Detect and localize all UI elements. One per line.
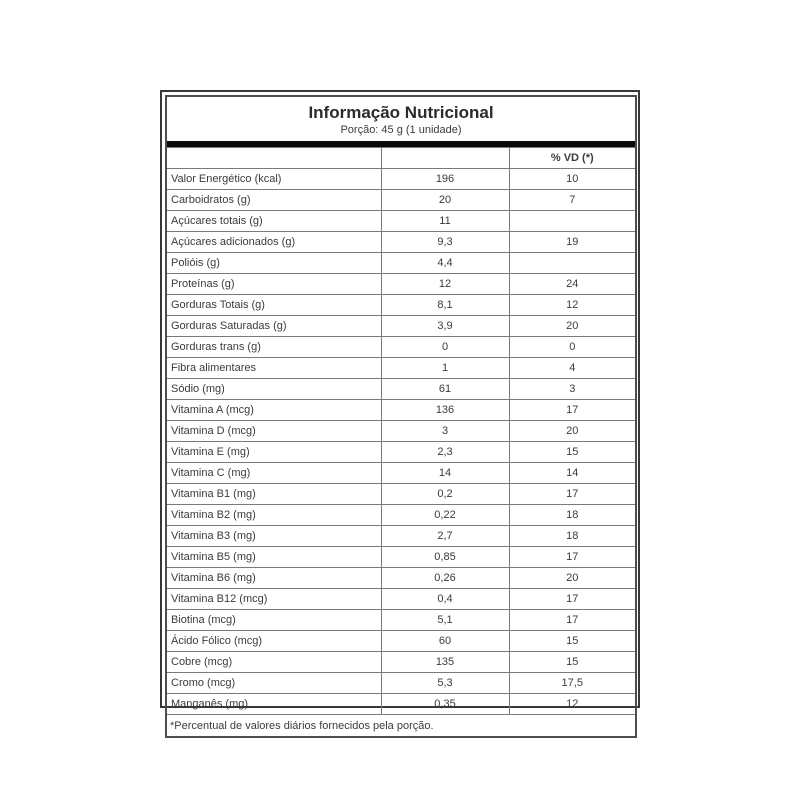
column-header-row (166, 148, 636, 169)
vd-value: 0 (509, 337, 636, 358)
amount-value: 2,3 (381, 442, 509, 463)
table-row (166, 526, 636, 547)
nutrient-name: Vitamina D (mcg) (166, 421, 381, 442)
amount-value: 20 (381, 190, 509, 211)
amount-value: 0,85 (381, 547, 509, 568)
footnote: *Percentual de valores diários fornecidos pela porção. (166, 715, 636, 738)
nutrient-name: Vitamina B1 (mg) (166, 484, 381, 505)
amount-value: 2,7 (381, 526, 509, 547)
nutrient-name: Vitamina B3 (mg) (166, 526, 381, 547)
table-row (166, 169, 636, 190)
vd-value: 15 (509, 652, 636, 673)
vd-value: 19 (509, 232, 636, 253)
nutrition-table (165, 95, 637, 738)
vd-value (509, 211, 636, 232)
vd-value: 3 (509, 379, 636, 400)
table-row (166, 547, 636, 568)
amount-value: 1 (381, 358, 509, 379)
vd-value: 17 (509, 610, 636, 631)
table-row (166, 190, 636, 211)
nutrient-name: Proteínas (g) (166, 274, 381, 295)
vd-value (509, 253, 636, 274)
title-cell (166, 96, 636, 141)
amount-value: 4,4 (381, 253, 509, 274)
title-row (166, 96, 636, 141)
amount-value: 11 (381, 211, 509, 232)
table-row (166, 610, 636, 631)
amount-value: 5,3 (381, 673, 509, 694)
amount-value: 12 (381, 274, 509, 295)
table-body (166, 169, 636, 715)
nutrient-name: Valor Energético (kcal) (166, 169, 381, 190)
nutrient-name: Ácido Fólico (mcg) (166, 631, 381, 652)
header-nutrient-cell (166, 148, 381, 169)
table-row (166, 295, 636, 316)
nutrient-name: Vitamina B2 (mg) (166, 505, 381, 526)
vd-value: 18 (509, 505, 636, 526)
table-row (166, 568, 636, 589)
amount-value: 14 (381, 463, 509, 484)
nutrient-name: Cromo (mcg) (166, 673, 381, 694)
table-row (166, 589, 636, 610)
table-row (166, 652, 636, 673)
nutrient-name: Fibra alimentares (166, 358, 381, 379)
vd-value: 24 (509, 274, 636, 295)
nutrient-name: Sódio (mg) (166, 379, 381, 400)
amount-value: 196 (381, 169, 509, 190)
vd-value: 7 (509, 190, 636, 211)
table-title: Informação Nutricional (308, 102, 494, 122)
nutrient-name: Polióis (g) (166, 253, 381, 274)
footnote-row (166, 715, 636, 738)
vd-value: 14 (509, 463, 636, 484)
table-row (166, 232, 636, 253)
vd-value: 17 (509, 589, 636, 610)
amount-value: 8,1 (381, 295, 509, 316)
vd-value: 17 (509, 547, 636, 568)
table-row (166, 400, 636, 421)
vd-value: 20 (509, 316, 636, 337)
table-row (166, 211, 636, 232)
nutrient-name: Vitamina A (mcg) (166, 400, 381, 421)
amount-value: 136 (381, 400, 509, 421)
vd-value: 12 (509, 295, 636, 316)
amount-value: 3 (381, 421, 509, 442)
nutrient-name: Vitamina E (mg) (166, 442, 381, 463)
table-row (166, 631, 636, 652)
nutrient-name: Carboidratos (g) (166, 190, 381, 211)
vd-value: 10 (509, 169, 636, 190)
nutrient-name: Gorduras Totais (g) (166, 295, 381, 316)
vd-value: 15 (509, 631, 636, 652)
table-row (166, 694, 636, 715)
nutrient-name: Açúcares totais (g) (166, 211, 381, 232)
header-amount-cell (381, 148, 509, 169)
vd-value: 4 (509, 358, 636, 379)
amount-value: 0,22 (381, 505, 509, 526)
vd-value: 17 (509, 484, 636, 505)
table-row (166, 505, 636, 526)
table-row (166, 274, 636, 295)
nutrient-name: Gorduras trans (g) (166, 337, 381, 358)
table-row (166, 442, 636, 463)
table-row (166, 337, 636, 358)
amount-value: 3,9 (381, 316, 509, 337)
nutrition-label (160, 90, 640, 732)
header-vd-cell: % VD (*) (509, 148, 636, 169)
vd-value: 12 (509, 694, 636, 715)
amount-value: 135 (381, 652, 509, 673)
table-row (166, 358, 636, 379)
nutrient-name: Vitamina B12 (mcg) (166, 589, 381, 610)
amount-value: 5,1 (381, 610, 509, 631)
amount-value: 0,26 (381, 568, 509, 589)
nutrient-name: Açúcares adicionados (g) (166, 232, 381, 253)
nutrient-name: Cobre (mcg) (166, 652, 381, 673)
table-row (166, 253, 636, 274)
amount-value: 9,3 (381, 232, 509, 253)
nutrient-name: Biotina (mcg) (166, 610, 381, 631)
nutrient-name: Vitamina B6 (mg) (166, 568, 381, 589)
table-row (166, 421, 636, 442)
table-row (166, 463, 636, 484)
amount-value: 0,4 (381, 589, 509, 610)
amount-value: 0 (381, 337, 509, 358)
amount-value: 0,35 (381, 694, 509, 715)
nutrient-name: Gorduras Saturadas (g) (166, 316, 381, 337)
nutrient-name: Vitamina B5 (mg) (166, 547, 381, 568)
table-row (166, 316, 636, 337)
amount-value: 61 (381, 379, 509, 400)
vd-value: 20 (509, 421, 636, 442)
vd-value: 17,5 (509, 673, 636, 694)
vd-value: 18 (509, 526, 636, 547)
nutrient-name: Manganês (mg) (166, 694, 381, 715)
amount-value: 0,2 (381, 484, 509, 505)
serving-size: Porção: 45 g (1 unidade) (340, 123, 462, 136)
table-row (166, 379, 636, 400)
nutrient-name: Vitamina C (mg) (166, 463, 381, 484)
table-row (166, 673, 636, 694)
amount-value: 60 (381, 631, 509, 652)
vd-value: 20 (509, 568, 636, 589)
table-row (166, 484, 636, 505)
vd-value: 15 (509, 442, 636, 463)
vd-value: 17 (509, 400, 636, 421)
